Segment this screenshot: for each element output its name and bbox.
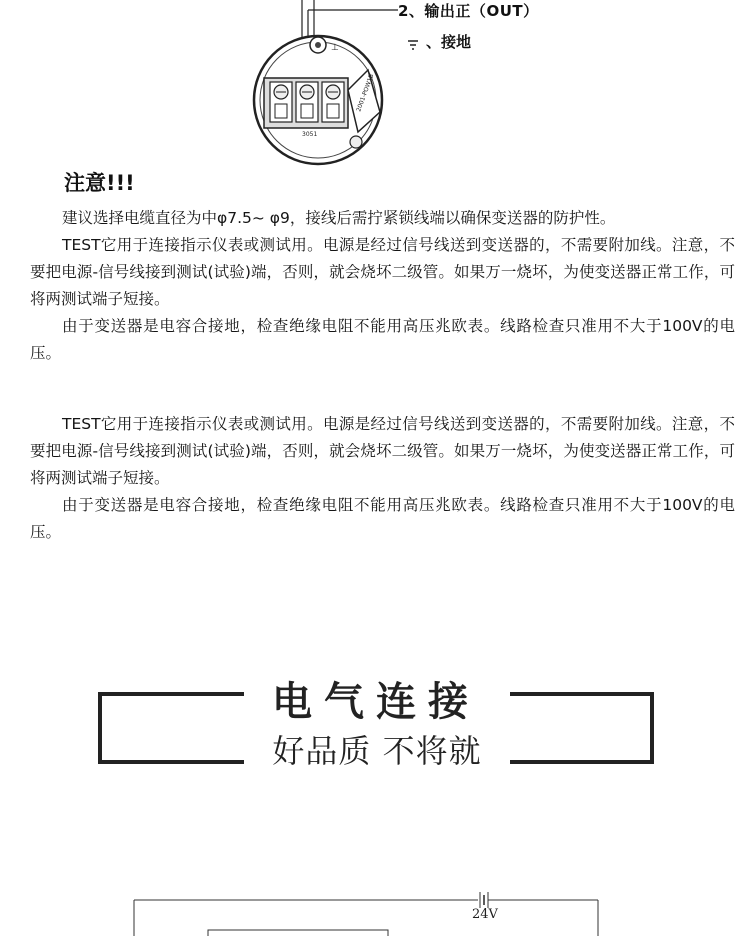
svg-text:⊥: ⊥ (331, 43, 339, 53)
ground-symbol-icon (408, 41, 418, 49)
note-paragraph: TEST它用于连接指示仪表或测试用。电源是经过信号线送到变送器的，不需要附加线。注意，不要把电源-信号线接到测试(试验)端，否则，就会烧坏二级管。如果万一烧坏，为使变送器正常工作，可将两测试端子短接。 (30, 415, 735, 487)
svg-text:3051: 3051 (302, 131, 318, 138)
note-title: 注意!!! (64, 171, 135, 195)
battery-icon (480, 892, 488, 908)
svg-text:2001-POW1B: 2001-POW1B (355, 73, 376, 113)
note-section-1 (30, 205, 735, 367)
note-paragraph: TEST它用于连接指示仪表或测试用。电源是经过信号线送到变送器的，不需要附加线。注意，不要把电源-信号线接到测试(试验)端，否则，就会烧坏二级管。如果万一烧坏，为使变送器正常工作，可将两测试端子短接。 (30, 236, 735, 308)
wiring-circuit-diagram (120, 880, 620, 936)
note-paragraph: 建议选择电缆直径为中φ7.5~ φ9，接线后需拧紧锁线端以确保变送器的防护性。 (62, 209, 616, 227)
section-subtitle: 好品质 不将就 (272, 732, 482, 770)
section-title: 电气连接 (272, 679, 480, 725)
terminal-block (264, 78, 348, 128)
ground-label: 、接地 (426, 33, 472, 51)
note-paragraph: 由于变送器是电容合接地，检查绝缘电阻不能用高压兆欧表。线路检查只准用不大于100V的电压。 (30, 496, 735, 541)
note-paragraph: 由于变送器是电容合接地，检查绝缘电阻不能用高压兆欧表。线路检查只准用不大于100V的电压。 (30, 317, 735, 362)
terminal-wiring-diagram (240, 0, 570, 170)
note-section-2 (30, 411, 735, 546)
output-positive-label: 2、输出正（OUT） (398, 2, 539, 20)
voltage-label: 24V (472, 907, 498, 922)
